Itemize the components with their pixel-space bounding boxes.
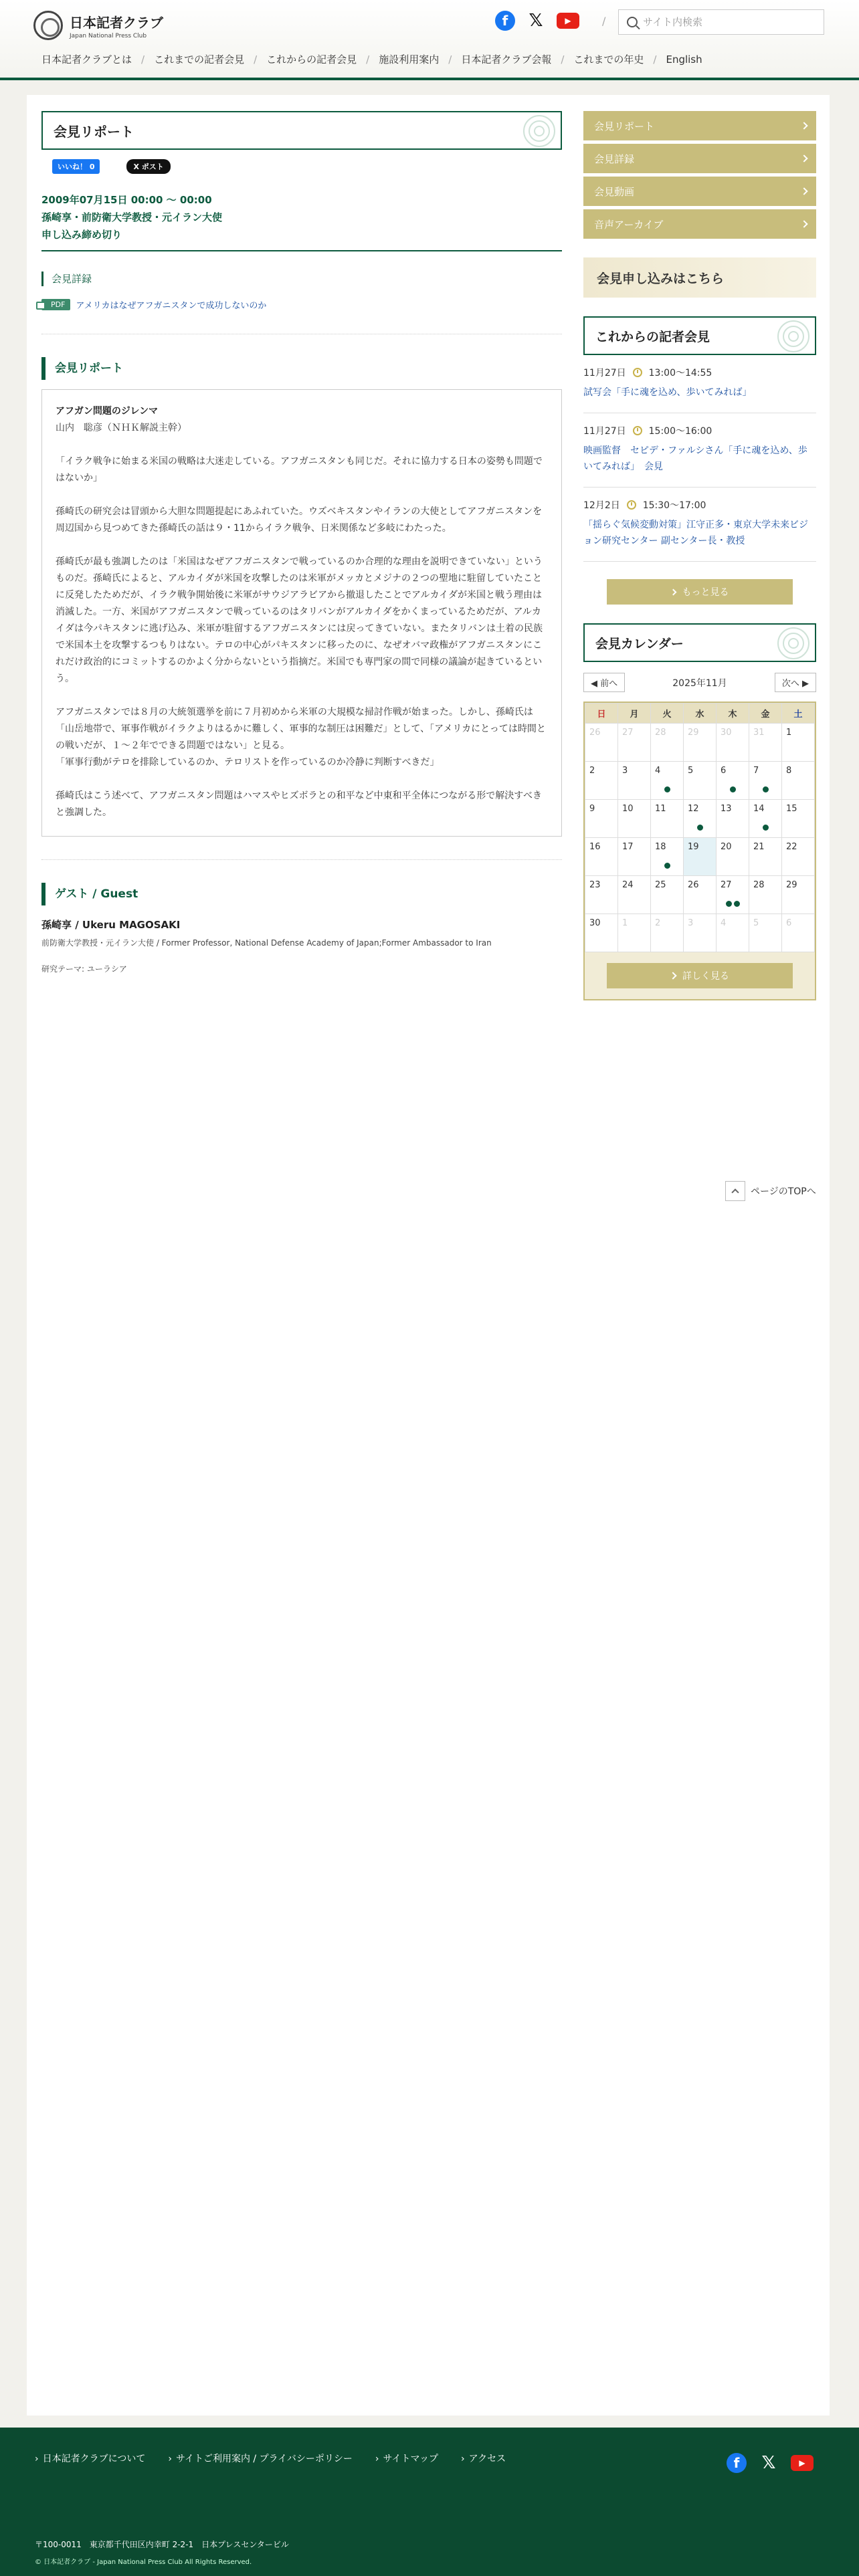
calendar-day bbox=[585, 876, 618, 914]
calendar-day-number: 18 bbox=[655, 842, 666, 852]
calendar-title: 会見カレンダー bbox=[595, 636, 684, 651]
calendar-day bbox=[651, 876, 684, 914]
side-menu bbox=[583, 111, 816, 239]
calendar-weekday: 日 bbox=[585, 704, 618, 724]
apply-banner[interactable]: 会見申し込みはこちら bbox=[583, 257, 816, 298]
side-menu-audio[interactable] bbox=[583, 209, 816, 239]
event-item-date: 11月27日 bbox=[583, 426, 626, 437]
calendar-day bbox=[717, 724, 749, 762]
event-item bbox=[583, 413, 816, 488]
calendar-table bbox=[585, 703, 815, 952]
upcoming-title-box bbox=[583, 316, 816, 355]
calendar-day-number: 26 bbox=[589, 728, 601, 738]
calendar-day-number: 5 bbox=[688, 766, 694, 776]
calendar-day-number: 8 bbox=[786, 766, 792, 776]
calendar-day bbox=[717, 914, 749, 952]
calendar-day[interactable] bbox=[749, 800, 782, 838]
calendar-day-number: 6 bbox=[721, 766, 727, 776]
calendar-day bbox=[618, 800, 651, 838]
report-paragraph: 孫崎氏はこう述べて、アフガニスタン問題はハマスやヒズボラとの和平など中東和平全体につながる形で解決すべきと強調した。 bbox=[56, 790, 543, 818]
guest-heading: ゲスト / Guest bbox=[41, 883, 562, 905]
event-item bbox=[583, 355, 816, 413]
chevron-right-icon bbox=[800, 220, 807, 227]
calendar-day-number: 28 bbox=[753, 880, 765, 890]
calendar-day-number: 3 bbox=[622, 766, 628, 776]
calendar-day-number: 26 bbox=[688, 880, 699, 890]
event-dot-icon bbox=[763, 786, 769, 792]
calendar-week bbox=[585, 914, 815, 952]
event-dots bbox=[651, 863, 683, 869]
calendar-day-number: 11 bbox=[655, 804, 666, 814]
footer-link-sitemap[interactable]: › サイトマップ bbox=[375, 2452, 438, 2465]
nav-divider: / bbox=[561, 53, 565, 66]
calendar-day-number: 27 bbox=[721, 880, 732, 890]
calendar-detail-label: 詳しく見る bbox=[682, 971, 729, 982]
event-dots bbox=[717, 786, 749, 792]
calendar-day-number: 20 bbox=[721, 842, 732, 852]
nav-upcoming-conferences[interactable]: これからの記者会見 bbox=[266, 53, 357, 66]
report-paragraph: 「軍事行動がテロを排除しているのか、テロリストを作っているのか冷静に判断すべきだ」 bbox=[56, 757, 440, 768]
calendar-day-number: 21 bbox=[753, 842, 765, 852]
page-title: 会見リポート bbox=[54, 123, 134, 140]
calendar-day bbox=[749, 724, 782, 762]
event-dots bbox=[749, 786, 781, 792]
calendar-day-number: 6 bbox=[786, 918, 792, 928]
page-top-link[interactable] bbox=[725, 1181, 816, 1201]
event-dot-icon bbox=[734, 901, 740, 907]
side-menu-report[interactable] bbox=[583, 111, 816, 140]
x-icon[interactable]: 𝕏 bbox=[529, 11, 543, 31]
calendar-day bbox=[618, 724, 651, 762]
event-dots bbox=[684, 825, 716, 831]
report-heading: 会見リポート bbox=[41, 357, 562, 380]
calendar-prev-label: 前へ bbox=[600, 679, 618, 689]
facebook-like-button[interactable]: いいね！ 0 bbox=[52, 159, 100, 174]
calendar bbox=[583, 702, 816, 1000]
calendar-day-number: 4 bbox=[655, 766, 661, 776]
calendar-day-number: 1 bbox=[786, 728, 792, 738]
divider bbox=[41, 859, 562, 860]
event-item-date: 11月27日 bbox=[583, 368, 626, 379]
nav-past-conferences[interactable]: これまでの記者会見 bbox=[154, 53, 245, 66]
site-logo[interactable] bbox=[33, 11, 163, 40]
calendar-day bbox=[684, 762, 717, 800]
calendar-weekday: 火 bbox=[651, 704, 684, 724]
calendar-week bbox=[585, 724, 815, 762]
chevron-right-icon bbox=[800, 154, 807, 162]
decoration-rings-icon bbox=[775, 320, 812, 352]
calendar-day bbox=[717, 838, 749, 876]
calendar-day-number: 16 bbox=[589, 842, 601, 852]
nav-divider: / bbox=[141, 53, 145, 66]
calendar-day-number: 19 bbox=[688, 842, 699, 852]
nav-facilities[interactable]: 施設利用案内 bbox=[379, 53, 440, 66]
side-menu-video[interactable] bbox=[583, 177, 816, 206]
nav-about[interactable]: 日本記者クラブとは bbox=[41, 53, 132, 66]
event-dots bbox=[717, 901, 749, 907]
calendar-weekday: 土 bbox=[782, 704, 815, 724]
calendar-day bbox=[618, 914, 651, 952]
calendar-day bbox=[684, 876, 717, 914]
page-top-label: ページのTOPへ bbox=[751, 1186, 816, 1197]
side-menu-label: 会見リポート bbox=[594, 120, 655, 132]
logo-mark-icon bbox=[33, 11, 63, 40]
footer-address: 〒100-0011 東京都千代田区内幸町 2-2-1 日本プレスセンタービル bbox=[35, 2540, 289, 2549]
nav-history[interactable]: これまでの年史 bbox=[573, 53, 644, 66]
calendar-detail-button[interactable] bbox=[607, 963, 793, 988]
event-item-title[interactable]: 試写会「手に魂を込め、歩いてみれば」 bbox=[583, 387, 752, 398]
calendar-day bbox=[684, 838, 717, 876]
more-button[interactable] bbox=[607, 579, 793, 605]
chevron-right-icon bbox=[800, 187, 807, 195]
calendar-day[interactable] bbox=[684, 800, 717, 838]
calendar-week bbox=[585, 838, 815, 876]
clock-icon bbox=[633, 426, 642, 435]
footer-link-access[interactable]: › アクセス bbox=[461, 2452, 506, 2465]
calendar-day-number: 27 bbox=[622, 728, 634, 738]
logo-name: 日本記者クラブ bbox=[70, 14, 163, 31]
report-title: アフガン問題のジレンマ bbox=[56, 406, 159, 417]
footer-link-about[interactable]: › 日本記者クラブについて bbox=[35, 2452, 145, 2465]
nav-english[interactable]: English bbox=[666, 53, 702, 66]
calendar-day-number: 10 bbox=[622, 804, 634, 814]
guest-name: 孫崎享 / Ukeru MAGOSAKI bbox=[41, 919, 181, 931]
sns-links bbox=[495, 11, 579, 31]
calendar-weekday: 木 bbox=[717, 704, 749, 724]
event-item-title[interactable]: 映画監督 セピデ・ファルシさん「手に魂を込め、歩いてみれば」 会見 bbox=[583, 445, 807, 472]
calendar-day-number: 31 bbox=[753, 728, 765, 738]
event-dots bbox=[651, 786, 683, 792]
footer-copyright: © 日本記者クラブ - Japan National Press Club All Rights Reserved. bbox=[35, 2559, 252, 2566]
guest-title: 前防衛大学教授・元イラン大使 / Former Professor, National Defense Academy of Japan;Former Ambassador to Iran bbox=[41, 938, 492, 948]
calendar-day bbox=[585, 724, 618, 762]
calendar-day-number: 25 bbox=[655, 880, 666, 890]
event-item bbox=[583, 488, 816, 562]
pdf-row bbox=[41, 298, 562, 311]
calendar-next-button[interactable]: 次へ ▶ bbox=[775, 673, 816, 692]
search-input[interactable] bbox=[643, 16, 810, 28]
sidebar bbox=[583, 111, 816, 1000]
calendar-prev-button[interactable]: ◀ 前へ bbox=[583, 673, 625, 692]
event-dot-icon bbox=[697, 825, 703, 831]
calendar-day bbox=[782, 838, 815, 876]
event-dots bbox=[749, 825, 781, 831]
pdf-icon: PDF bbox=[41, 299, 70, 310]
calendar-day-number: 29 bbox=[786, 880, 797, 890]
event-item-time: 15:30〜17:00 bbox=[642, 500, 706, 511]
calendar-day-number: 24 bbox=[622, 880, 634, 890]
calendar-day bbox=[651, 800, 684, 838]
footer-sns bbox=[727, 2453, 814, 2473]
guest-theme: 研究テーマ: ユーラシア bbox=[41, 964, 127, 974]
event-dot-icon bbox=[664, 786, 670, 792]
calendar-day bbox=[782, 914, 815, 952]
calendar-day bbox=[782, 876, 815, 914]
calendar-day[interactable] bbox=[717, 876, 749, 914]
chevron-up-icon bbox=[725, 1181, 745, 1201]
calendar-day bbox=[651, 914, 684, 952]
footer-nav bbox=[35, 2452, 506, 2465]
event-status: 申し込み締め切り bbox=[41, 229, 122, 241]
calendar-day[interactable] bbox=[651, 838, 684, 876]
chevron-right-icon bbox=[670, 588, 676, 595]
calendar-day bbox=[782, 762, 815, 800]
search-icon[interactable] bbox=[627, 17, 638, 27]
calendar-day bbox=[585, 800, 618, 838]
event-date: 2009年07月15日 00:00 〜 00:00 bbox=[41, 194, 212, 206]
clock-icon bbox=[633, 368, 642, 377]
calendar-day bbox=[782, 724, 815, 762]
detail-heading: 会見詳録 bbox=[41, 272, 562, 286]
search-box bbox=[618, 9, 824, 35]
calendar-day-number: 28 bbox=[655, 728, 666, 738]
nav-divider: / bbox=[653, 53, 657, 66]
calendar-next-label: 次へ bbox=[781, 679, 799, 689]
calendar-day-number: 5 bbox=[753, 918, 759, 928]
calendar-day bbox=[749, 838, 782, 876]
calendar-day-number: 7 bbox=[753, 766, 759, 776]
calendar-day-number: 1 bbox=[622, 918, 628, 928]
calendar-day bbox=[618, 876, 651, 914]
global-nav bbox=[33, 52, 712, 66]
site-header bbox=[0, 0, 859, 80]
side-menu-detail[interactable] bbox=[583, 144, 816, 173]
calendar-day bbox=[585, 838, 618, 876]
chevron-right-icon bbox=[800, 122, 807, 129]
calendar-day-number: 15 bbox=[786, 804, 797, 814]
side-menu-label: 音声アーカイブ bbox=[594, 218, 664, 231]
event-dot-icon bbox=[664, 863, 670, 869]
event-info bbox=[41, 191, 562, 243]
calendar-title-box bbox=[583, 623, 816, 662]
chevron-right-icon bbox=[669, 972, 676, 979]
main-column bbox=[41, 111, 562, 974]
event-item-time: 13:00〜14:55 bbox=[648, 368, 712, 379]
calendar-day-number: 30 bbox=[589, 918, 601, 928]
calendar-day bbox=[618, 762, 651, 800]
calendar-day-number: 3 bbox=[688, 918, 694, 928]
calendar-day-number: 22 bbox=[786, 842, 797, 852]
more-button-label: もっと見る bbox=[682, 587, 729, 598]
calendar-weekday: 金 bbox=[749, 704, 782, 724]
calendar-month: 2025年11月 bbox=[672, 677, 727, 689]
calendar-day bbox=[717, 800, 749, 838]
calendar-day-number: 4 bbox=[721, 918, 727, 928]
report-paragraph: 「イラク戦争に始まる米国の戦略は大迷走している。アフガニスタンも同じだ。それに協力する日本の姿勢も問題ではないか」 bbox=[56, 456, 543, 484]
calendar-day-number: 9 bbox=[589, 804, 595, 814]
calendar-day[interactable] bbox=[717, 762, 749, 800]
calendar-day bbox=[585, 762, 618, 800]
pdf-link[interactable]: アメリカはなぜアフガニスタンで成功しないのか bbox=[76, 301, 267, 311]
calendar-day bbox=[651, 724, 684, 762]
calendar-day bbox=[684, 724, 717, 762]
calendar-day-number: 30 bbox=[721, 728, 732, 738]
calendar-day-number: 2 bbox=[589, 766, 595, 776]
calendar-day bbox=[684, 914, 717, 952]
footer-link-policy[interactable]: › サイトご利用案内 / プライバシーポリシー bbox=[168, 2452, 353, 2465]
side-menu-label: 会見詳録 bbox=[594, 152, 635, 165]
x-post-button[interactable]: X ポスト bbox=[126, 159, 170, 174]
event-item-time: 15:00〜16:00 bbox=[648, 426, 712, 437]
x-icon[interactable]: 𝕏 bbox=[761, 2453, 776, 2473]
facebook-icon[interactable]: f bbox=[495, 11, 515, 31]
calendar-day-number: 29 bbox=[688, 728, 699, 738]
calendar-week bbox=[585, 876, 815, 914]
nav-divider: / bbox=[448, 53, 452, 66]
calendar-day[interactable] bbox=[749, 762, 782, 800]
calendar-day-number: 23 bbox=[589, 880, 601, 890]
nav-divider: / bbox=[366, 53, 370, 66]
report-paragraph: アフガニスタンでは８月の大統領選挙を前に７月初めから米軍の大規模な掃討作戦が始まった。しかし、孫崎氏は「山岳地帯で、軍事作戦がイラクよりはるかに難しく、軍事的な制圧は困難だ」として、「アメリカにとっては時間との戦いだが、１～２年でできる問題ではない」と見る。 bbox=[56, 707, 546, 751]
event-dot-icon bbox=[730, 786, 736, 792]
calendar-day-number: 14 bbox=[753, 804, 765, 814]
decoration-rings-icon bbox=[520, 115, 558, 147]
page-title-box bbox=[41, 111, 562, 150]
upcoming-title: これからの記者会見 bbox=[595, 329, 710, 344]
report-paragraph: 孫崎氏の研究会は冒頭から大胆な問題提起にあふれていた。ウズベキスタンやイランの大使としてアフガニスタンを周辺国から見つめてきた孫崎氏の話は９・11からイラク戦争、日米関係など多岐にわたった。 bbox=[56, 506, 543, 534]
youtube-icon[interactable]: ▶ bbox=[791, 2455, 814, 2471]
event-speaker: 孫崎享・前防衛大学教授・元イラン大使 bbox=[41, 211, 223, 223]
calendar-nav bbox=[583, 673, 816, 692]
report-author: 山内 聡彦（ＮＨＫ解説主幹） bbox=[56, 423, 187, 433]
calendar-day-number: 12 bbox=[688, 804, 699, 814]
content-panel bbox=[27, 95, 830, 2416]
calendar-day bbox=[782, 800, 815, 838]
calendar-day[interactable] bbox=[651, 762, 684, 800]
calendar-day-number: 17 bbox=[622, 842, 634, 852]
calendar-day bbox=[749, 914, 782, 952]
report-paragraph: 孫崎氏が最も強調したのは「米国はなぜアフガニスタンで戦っているのか合理的な理由を説明できていない」というものだ。孫崎氏によると、アルカイダが米国を攻撃したのは米軍がメッカとメジナの２つの聖地に駐留していたことに反発したためだが、イラク戦争開始後に米軍がサウジアラビアから撤退したことでアルカイダが米国と戦う理由は消滅した。一方、米国がアフガニスタンで戦っているのはタリバンがアルカイダをかくまっているためだが、アルカイダは今パキスタンに逃げ込み、米軍が駐留するアフガニスタンには戻ってきていない。またタリバンは土着の民族で米国本土を攻撃するつもりはない。テロの中心がパキスタンに移ったのに、なぜオバマ政権がアフガニスタンにこれだけ政治的にコミットするのかよく分からないという指摘だ。米国でも専門家の間で同様の議論が起きているという。 bbox=[56, 556, 543, 684]
nav-divider: / bbox=[254, 53, 258, 66]
calendar-weekday: 水 bbox=[684, 704, 717, 724]
event-dot-icon bbox=[726, 901, 732, 907]
calendar-week bbox=[585, 762, 815, 800]
event-item-title[interactable]: 「揺らぐ気候変動対策」江守正多・東京大学未来ビジョン研究センター 副センター長・教授 bbox=[583, 520, 808, 546]
calendar-day bbox=[749, 876, 782, 914]
report-body bbox=[41, 389, 562, 837]
calendar-day bbox=[618, 838, 651, 876]
event-dot-icon bbox=[763, 825, 769, 831]
calendar-day-number: 2 bbox=[655, 918, 661, 928]
side-menu-label: 会見動画 bbox=[594, 185, 635, 198]
calendar-day bbox=[585, 914, 618, 952]
nav-bulletin[interactable]: 日本記者クラブ会報 bbox=[461, 53, 552, 66]
event-item-date: 12月2日 bbox=[583, 500, 620, 511]
divider: / bbox=[602, 15, 606, 27]
calendar-day-number: 13 bbox=[721, 804, 732, 814]
share-buttons bbox=[41, 159, 562, 174]
divider bbox=[41, 250, 562, 251]
decoration-rings-icon bbox=[775, 627, 812, 659]
calendar-week bbox=[585, 800, 815, 838]
site-footer bbox=[0, 2428, 859, 2576]
clock-icon bbox=[627, 500, 636, 510]
youtube-icon[interactable]: ▶ bbox=[557, 13, 579, 29]
calendar-weekday: 月 bbox=[618, 704, 651, 724]
logo-sub: Japan National Press Club bbox=[70, 32, 147, 39]
facebook-icon[interactable]: f bbox=[727, 2453, 747, 2473]
